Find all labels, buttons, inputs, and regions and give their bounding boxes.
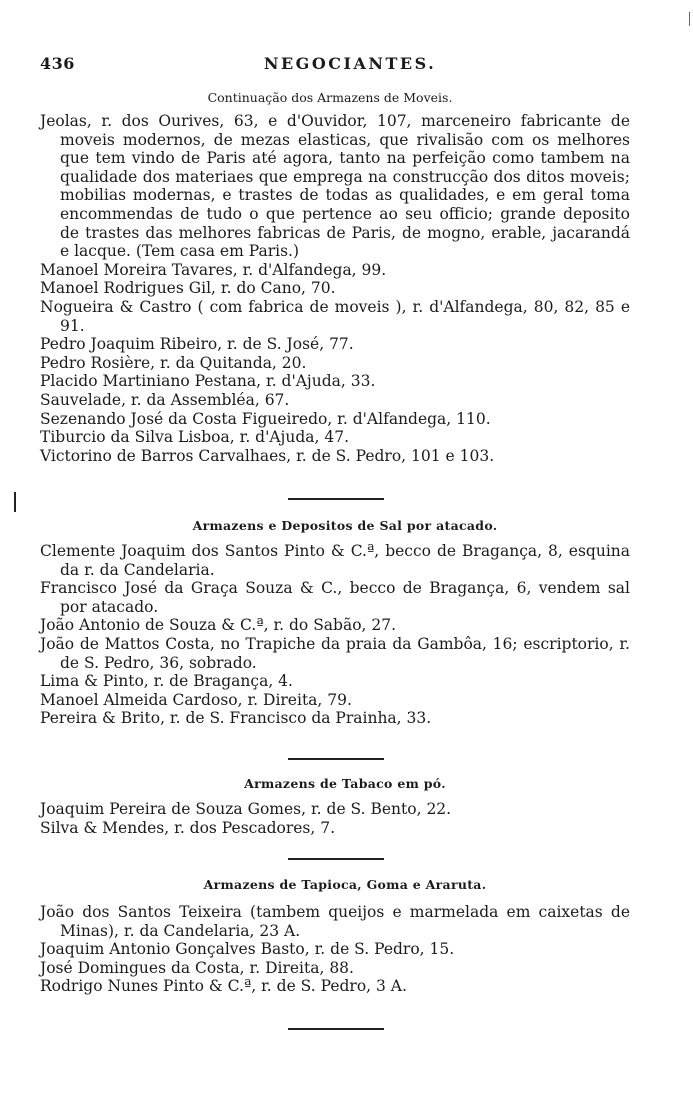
list-item: Tiburcio da Silva Lisboa, r. d'Ajuda, 47.	[40, 428, 350, 447]
list-item: João Antonio de Souza & C.ª, r. do Sabão, 27.	[40, 616, 397, 635]
list-item: Nogueira & Castro ( com fabrica de moveis ), r. d'Alfandega, 80, 82, 85 e 91.	[40, 297, 630, 335]
list-item: João de Mattos Costa, no Trapiche da praia da Gambôa, 16; escriptorio, r. de S. Pedro, 36, sobrado.	[40, 634, 630, 672]
list-item: Pereira & Brito, r. de S. Francisco da Prainha, 33.	[40, 709, 432, 728]
section-tabaco-entries	[40, 800, 630, 837]
section-divider	[288, 858, 384, 860]
list-item: Placido Martiniano Pestana, r. d'Ajuda, 33.	[40, 372, 376, 391]
list-item: Victorino de Barros Carvalhaes, r. de S. Pedro, 101 e 103.	[40, 446, 495, 465]
section-divider	[288, 758, 384, 760]
list-item: Clemente Joaquim dos Santos Pinto & C.ª, becco de Bragança, 8, esquina da r. da Candelaria.	[40, 542, 630, 579]
section-moveis-entries	[40, 112, 630, 465]
section-title-tabaco: Armazens de Tabaco em pó.	[244, 776, 446, 791]
page-number: 436	[40, 54, 75, 73]
list-item: Jeolas, r. dos Ourives, 63, e d'Ouvidor, 107, marceneiro fabricante de moveis modernos, de mezas elasticas, que rivalisão com os melhores que tem vindo de Paris até agora, tanto na perfeição como tambem na qualidade dos materiaes que emprega na construcção dos ditos moveis; mobilias modernas, e trastes de todas as qualidades, e em geral toma encommendas de tudo o que pertence ao seu officio; grande deposito de trastes das melhores fabricas de Paris, de mogno, erable, jacarandá e lacque. (Tem casa em Paris.)	[40, 112, 630, 261]
section-title-sal: Armazens e Depositos de Sal por atacado.	[192, 518, 498, 533]
section-tapioca-entries	[40, 903, 630, 996]
list-item: Silva & Mendes, r. dos Pescadores, 7.	[40, 818, 336, 837]
list-item: Lima & Pinto, r. de Bragança, 4.	[40, 672, 293, 691]
running-title: NEGOCIANTES.	[263, 54, 437, 73]
section-divider	[288, 498, 384, 500]
list-item: Manoel Almeida Cardoso, r. Direita, 79.	[40, 690, 352, 709]
section-divider	[288, 1028, 384, 1030]
list-item: Joaquim Pereira de Souza Gomes, r. de S. Bento, 22.	[40, 800, 452, 818]
page-header	[40, 54, 640, 76]
list-item: Rodrigo Nunes Pinto & C.ª, r. de S. Pedro, 3 A.	[40, 977, 407, 996]
section-title-moveis: Continuação dos Armazens de Moveis.	[207, 90, 453, 105]
list-item: Sezenando José da Costa Figueiredo, r. d'Alfandega, 110.	[40, 409, 491, 428]
list-item: Manoel Moreira Tavares, r. d'Alfandega, 99.	[40, 260, 387, 279]
margin-mark	[14, 492, 16, 512]
section-title-tapioca: Armazens de Tapioca, Goma e Araruta.	[203, 877, 487, 892]
list-item: Sauvelade, r. da Assembléa, 67.	[40, 390, 290, 409]
margin-mark	[689, 12, 690, 26]
list-item: Pedro Joaquim Ribeiro, r. de S. José, 77.	[40, 335, 354, 354]
list-item: Francisco José da Graça Souza & C., becco de Bragança, 6, vendem sal por atacado.	[40, 579, 630, 616]
section-sal-entries	[40, 542, 630, 728]
list-item: Pedro Rosière, r. da Quitanda, 20.	[40, 353, 307, 372]
list-item: João dos Santos Teixeira (tambem queijos e marmelada em caixetas de Minas), r. da Candelaria, 23 A.	[40, 903, 630, 940]
list-item: Manoel Rodrigues Gil, r. do Cano, 70.	[40, 279, 336, 298]
list-item: Joaquim Antonio Gonçalves Basto, r. de S. Pedro, 15.	[40, 940, 455, 959]
list-item: José Domingues da Costa, r. Direita, 88.	[40, 958, 354, 977]
